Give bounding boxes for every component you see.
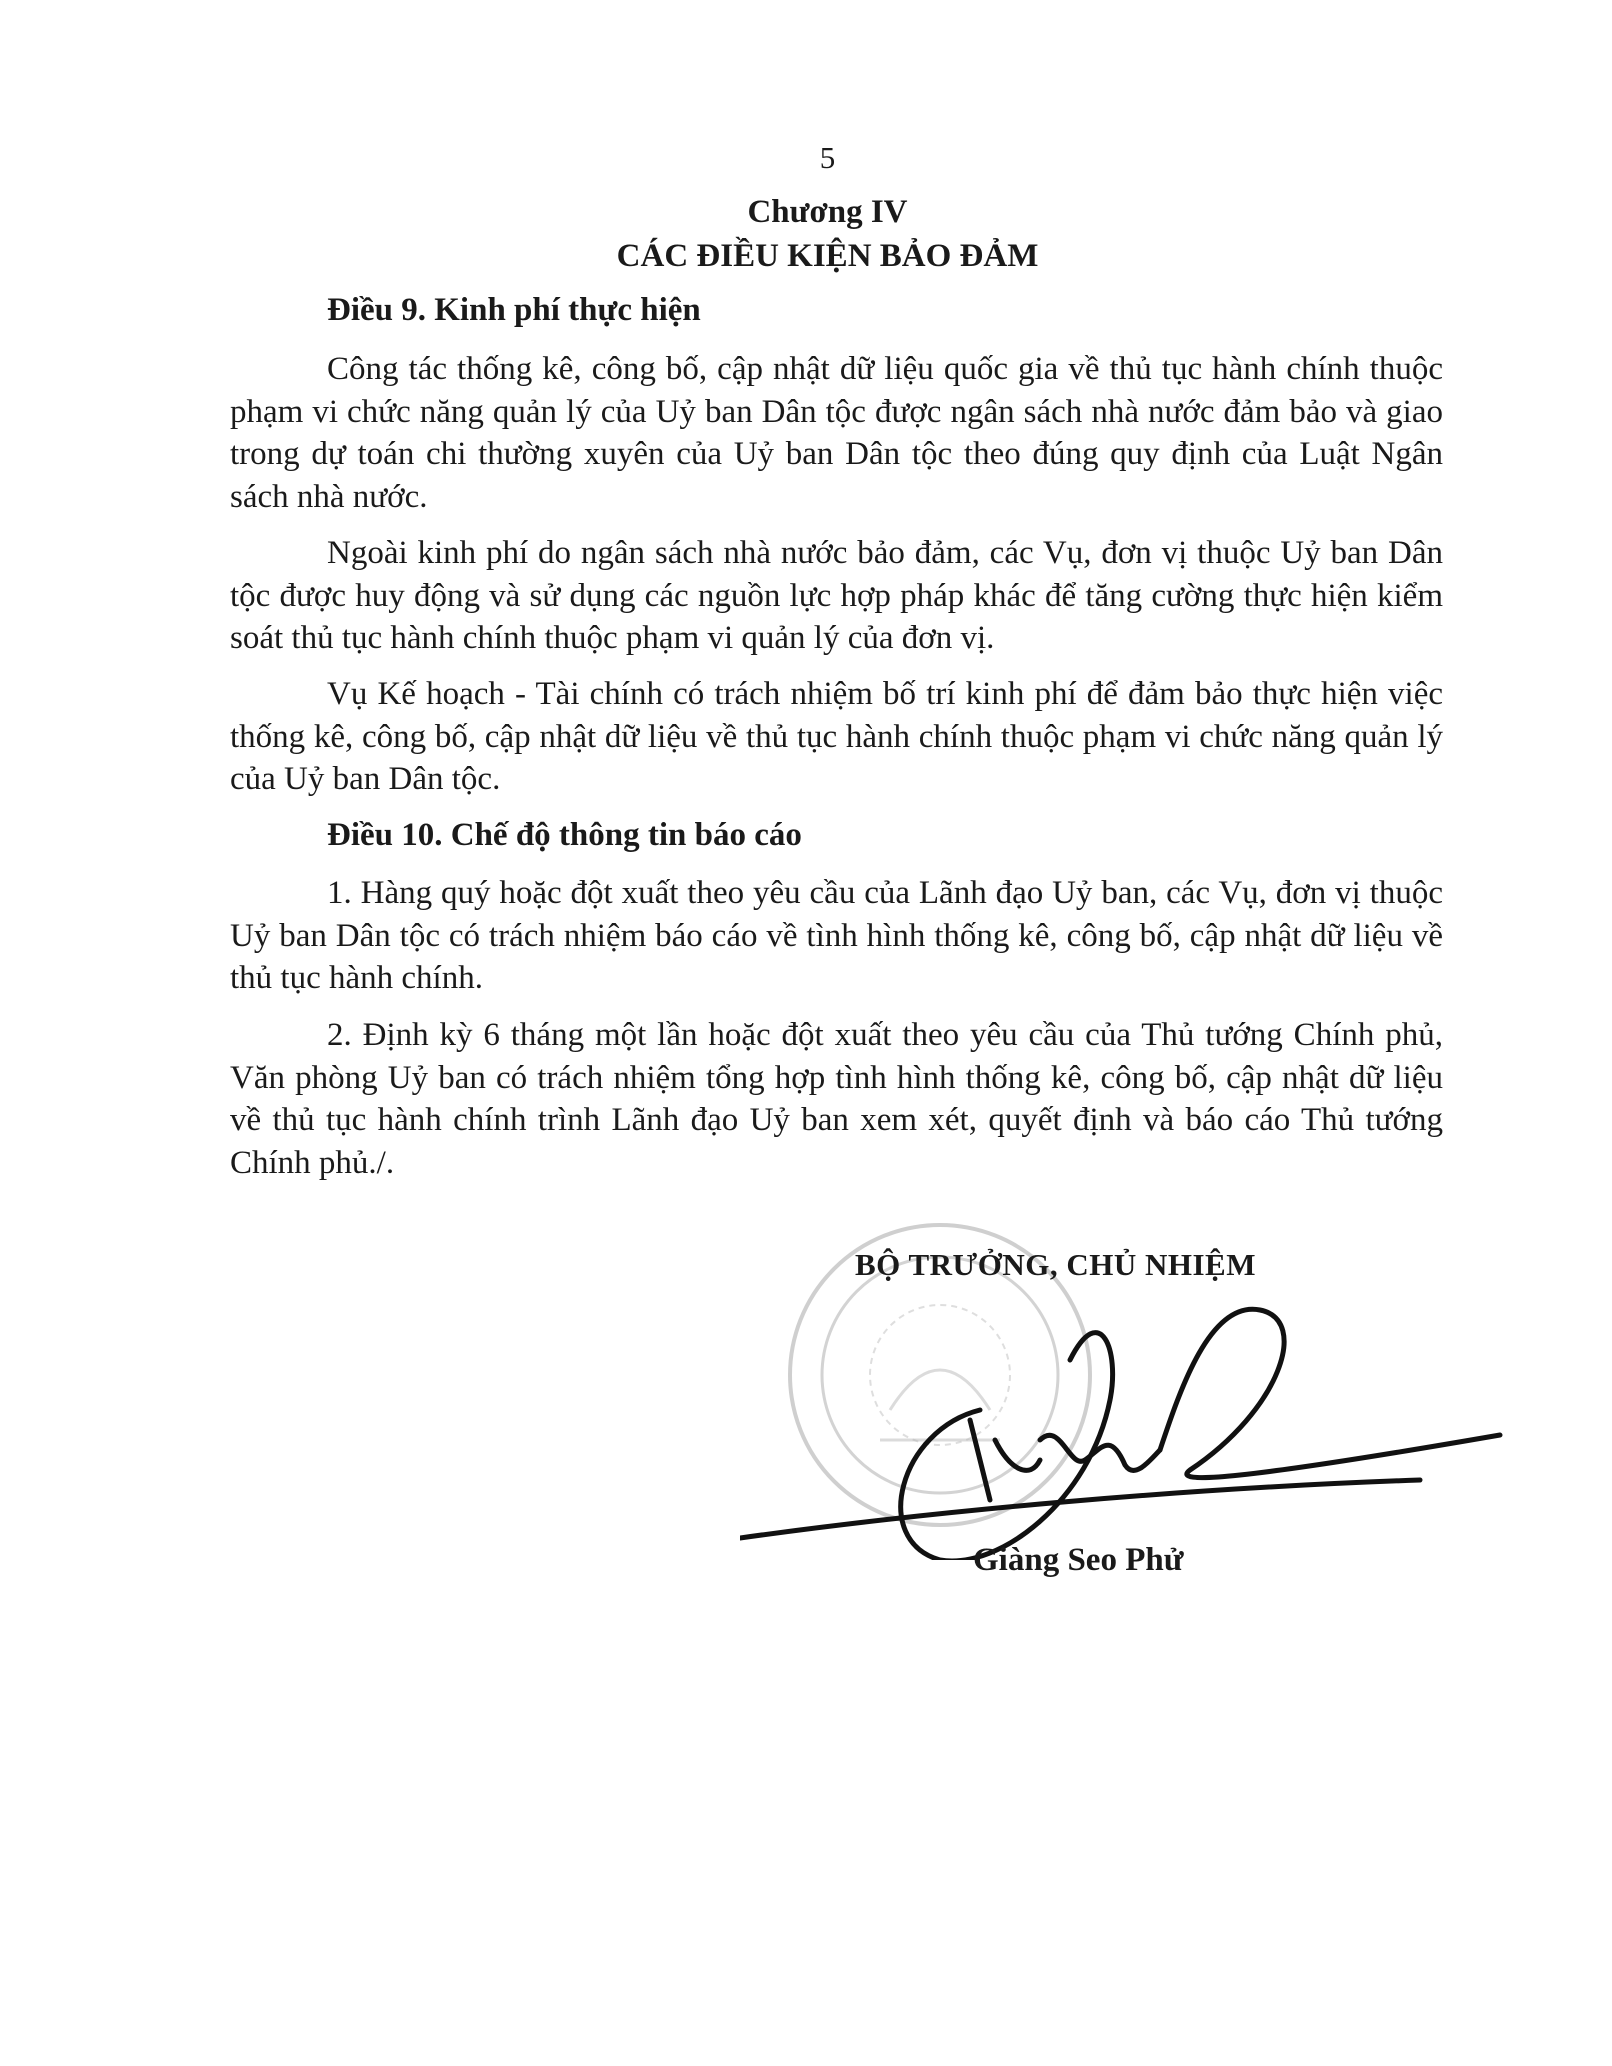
article-10-paragraph-2: 2. Định kỳ 6 tháng một lần hoặc đột xuất theo yêu cầu của Thủ tướng Chính phủ, Văn phòng Uỷ ban có trách nhiệm tổng hợp tình hình thống kê, công bố, cập nhật dữ liệu về thủ tục hành chính trình Lãnh đạo Uỷ ban xem xét, quyết định và báo cáo Thủ tướng Chính phủ./. (230, 1017, 1443, 1181)
chapter-label: Chương IV (747, 194, 908, 230)
handwritten-signature-icon (740, 1240, 1540, 1560)
chapter-title: CÁC ĐIỀU KIỆN BẢO ĐẢM (616, 238, 1039, 274)
article-10-paragraph-1: 1. Hàng quý hoặc đột xuất theo yêu cầu của Lãnh đạo Uỷ ban, các Vụ, đơn vị thuộc Uỷ ban Dân tộc có trách nhiệm báo cáo về tình hình thống kê, công bố, cập nhật dữ liệu về thủ tục hành chính. (230, 875, 1443, 996)
article-9-paragraph-1: Công tác thống kê, công bố, cập nhật dữ liệu quốc gia về thủ tục hành chính thuộc phạm vi chức năng quản lý của Uỷ ban Dân tộc được ngân sách nhà nước đảm bảo và giao trong dự toán chi thường xuyên của Uỷ ban Dân tộc theo đúng quy định của Luật Ngân sách nhà nước. (230, 351, 1443, 515)
article-10-heading: Điều 10. Chế độ thông tin báo cáo (327, 817, 802, 853)
signatory-name: Giàng Seo Phử (973, 1542, 1184, 1578)
article-9-heading: Điều 9. Kinh phí thực hiện (327, 292, 701, 328)
chapter-heading (0, 190, 1612, 278)
page-number: 5 (819, 140, 836, 175)
article-9-paragraph-3: Vụ Kế hoạch - Tài chính có trách nhiệm bố trí kinh phí để đảm bảo thực hiện việc thống kê, công bố, cập nhật dữ liệu về thủ tục hành chính thuộc phạm vi chức năng quản lý của Uỷ ban Dân tộc. (230, 676, 1443, 797)
signature-title: BỘ TRƯỞNG, CHỦ NHIỆM (855, 1247, 1256, 1282)
article-9-paragraph-2: Ngoài kinh phí do ngân sách nhà nước bảo đảm, các Vụ, đơn vị thuộc Uỷ ban Dân tộc được huy động và sử dụng các nguồn lực hợp pháp khác để tăng cường thực hiện kiểm soát thủ tục hành chính thuộc phạm vi quản lý của đơn vị. (230, 535, 1443, 656)
